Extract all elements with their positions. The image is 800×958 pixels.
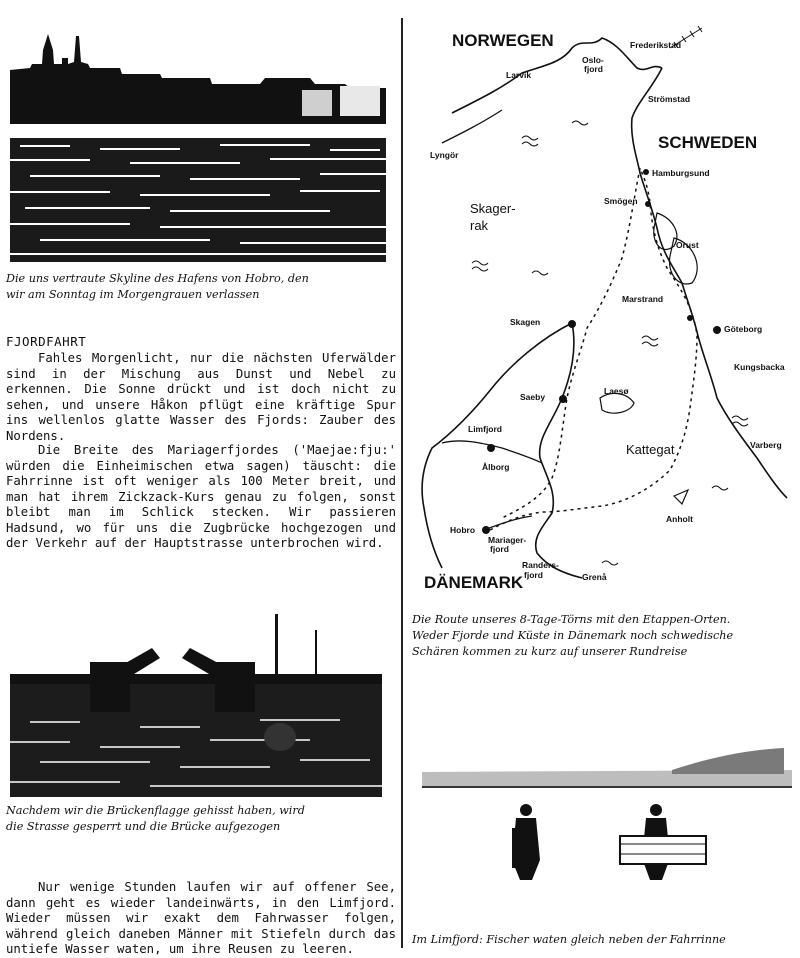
label-anholt: Anholt: [666, 514, 693, 524]
label-kungsbacka: Kungsbacka: [734, 362, 785, 372]
paragraph-1: Fahles Morgenlicht, nur die nächsten Uferwälder sind in der Mischung aus Dunst und Nebel zu erkennen. Die Sonne drückt und ist doch nicht zu sehen, und unsere Håkon pflügt eine kräftige Spur ins wellenlos glatte Wasser des Fjords: Zauber des Nordens.: [6, 351, 396, 443]
label-limfjord: Limfjord: [468, 424, 502, 434]
label-stroemstad: Strömstad: [648, 94, 691, 104]
norway-coast-2: [442, 110, 502, 143]
label-norwegen: NORWEGEN: [452, 31, 554, 50]
label-randers: Randers-: [522, 560, 559, 570]
label-alborg: Ålborg: [482, 462, 510, 472]
caption-line: Die Route unseres 8-Tage-Törns mit den Etappen-Orten.: [412, 613, 731, 626]
label-larvik: Larvik: [506, 70, 532, 80]
map-caption: [412, 612, 796, 660]
hobro-skyline-photo: [10, 28, 386, 262]
label-orust: Orust: [676, 240, 699, 250]
caption-line: Weder Fjorde und Küste in Dänemark noch schwedische: [412, 629, 734, 642]
label-randers-fjord: fjord: [524, 570, 543, 580]
caption-line: Schären kommen zu kurz auf unserer Rundreise: [412, 645, 688, 658]
label-skagen: Skagen: [510, 317, 541, 327]
label-schweden: SCHWEDEN: [658, 133, 758, 152]
route-map: [412, 18, 794, 603]
label-lyngoer: Lyngör: [430, 150, 459, 160]
label-varberg: Varberg: [750, 440, 782, 450]
drawbridge-photo: [10, 612, 382, 797]
paragraph-2: Die Breite des Mariagerfjordes ('Maejae:fju:' würden die Einheimischen etwa sagen) täuscht: die Fahrrinne ist oft weniger als 100 Meter breit, und man hat ihrem Zickzack-Kurs genau zu folgen, sonst bleibt man im Schlick stecken. Wir passieren Hadsund, wo für uns die Zugbrücke hochgezogen und der Verkehr auf der Hauptstrasse unterbrochen wird.: [6, 443, 396, 550]
label-daenemark: DÄNEMARK: [424, 573, 524, 592]
label-hamburgsund: Hamburgsund: [652, 168, 710, 178]
label-grenaa: Grenå: [582, 572, 607, 582]
label-hobro: Hobro: [450, 525, 476, 535]
fishermen-photo: [412, 730, 792, 930]
denmark-coast: [422, 323, 572, 568]
label-smoegen: Smögen: [604, 196, 638, 206]
label-mariager: Mariager-: [488, 535, 527, 545]
caption-line: Die uns vertraute Skyline des Hafens von Hobro, den: [6, 272, 309, 285]
label-saeby: Saeby: [520, 392, 546, 402]
label-kattegat: Kattegat: [626, 442, 675, 457]
caption-line: Nachdem wir die Brückenflagge gehisst haben, wird: [6, 804, 305, 817]
anholt-island: [674, 490, 688, 504]
label-mariager-fjord: fjord: [490, 544, 509, 554]
caption-line: die Strasse gesperrt und die Brücke aufgezogen: [6, 820, 281, 833]
column-divider: [401, 18, 403, 948]
paragraph-3: Nur wenige Stunden laufen wir auf offener See, dann geht es wieder landeinwärts, in den Limfjord. Wieder müssen wir exakt dem Fahrwasser folgen, während gleich daneben Männer mit Stiefeln durch das untiefe Wasser waten, um ihre Reusen zu leeren.: [6, 880, 396, 956]
photo2-caption: [6, 803, 396, 835]
laeso-island: [600, 393, 634, 413]
caption-line: wir am Sonntag im Morgengrauen verlassen: [6, 288, 260, 301]
photo3-caption: Im Limfjord: Fischer waten gleich neben der Fahrrinne: [412, 933, 726, 946]
label-oslo: Oslo-: [582, 55, 604, 65]
label-frederikstad: Frederikstad: [630, 40, 682, 50]
label-rak: rak: [470, 218, 489, 233]
label-goeteborg: Göteborg: [724, 324, 763, 334]
label-marstrand: Marstrand: [622, 294, 664, 304]
sailing-route: [490, 168, 697, 530]
section-heading: FJORDFAHRT: [6, 334, 87, 349]
label-laesoe: Laesø: [604, 386, 629, 396]
label-fjord: fjord: [584, 64, 603, 74]
label-skager: Skager-: [470, 201, 516, 216]
photo1-caption: [6, 271, 396, 303]
